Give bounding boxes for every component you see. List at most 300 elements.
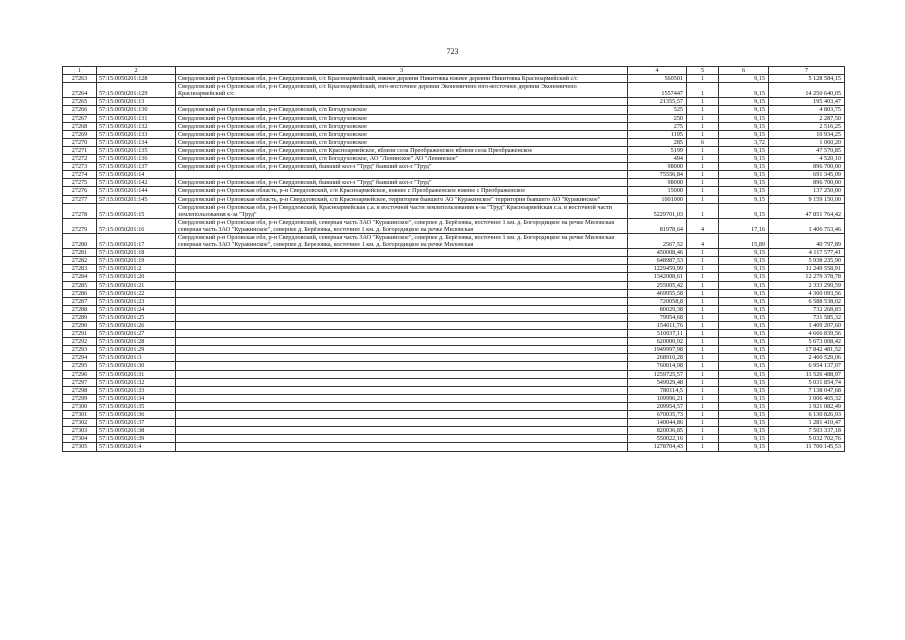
cadastral-value: 4 803,75 (769, 106, 845, 114)
area-value: 1278704,43 (628, 443, 687, 451)
rate-value: 9,15 (719, 171, 769, 179)
location-description: Свердловский р-н Орловская обл, р-н Свердловский, северная часть ЗАО "Куракинское", северпее д. Берёзовка, восточнее 1 км. д. Богородицкое на речке Миловская северная часть ЗАО "Куракинское", северпее д. Березовка, восточнее 1 км. д. Богородицкое на речке Миловская (176, 233, 628, 248)
row-number: 27297 (63, 378, 97, 386)
row-number: 27294 (63, 354, 97, 362)
cadastral-value: 6 954 137,07 (769, 362, 845, 370)
location-description (176, 378, 628, 386)
area-value: 820036,85 (628, 427, 687, 435)
rate-value: 9,15 (719, 362, 769, 370)
area-value: 81978,64 (628, 218, 687, 233)
location-description: Свердловский р-н Орловская обл, р-н Свердловский, с/с Красноармейский, юго-восточнее деревни Экономичено юго-восточнее деревни Экономичено Красноармейский с/с (176, 83, 628, 98)
table-row (63, 179, 845, 187)
location-description: Свердловский р-н Орловская обл, р-н Свердловский, Красноармейская с.а. в восточной части землепользования к-за "Труд" Красноармейская с.а. в восточной части землепользования к-за "Труд" (176, 203, 628, 218)
area-value: 98000 (628, 179, 687, 187)
cadastral-value: 5 032 702,76 (769, 435, 845, 443)
cadastral-number: 57:15:0050201:20 (97, 273, 176, 281)
table-row (63, 155, 845, 163)
cadastral-number: 57:15:0050201:29 (97, 346, 176, 354)
row-number: 27296 (63, 370, 97, 378)
rate-value: 17,16 (719, 218, 769, 233)
area-value: 275 (628, 122, 687, 130)
cadastral-number: 57:15:0050201:128 (97, 75, 176, 83)
table-row (63, 419, 845, 427)
location-description (176, 289, 628, 297)
table-row (63, 378, 845, 386)
rate-value: 9,15 (719, 163, 769, 171)
rate-value: 9,15 (719, 443, 769, 451)
cadastral-number: 57:15:0050201:39 (97, 435, 176, 443)
table-row (63, 146, 845, 154)
count-value: 1 (687, 297, 719, 305)
table-row (63, 427, 845, 435)
count-value: 1 (687, 330, 719, 338)
table-row (63, 233, 845, 248)
table-row (63, 435, 845, 443)
cadastral-number: 57:15:0050201:4 (97, 443, 176, 451)
row-number: 27292 (63, 338, 97, 346)
cadastral-number: 57:15:0050201:23 (97, 297, 176, 305)
table-row (63, 187, 845, 195)
row-number: 27303 (63, 427, 97, 435)
table-row (63, 362, 845, 370)
row-number: 27295 (63, 362, 97, 370)
column-header: 5 (687, 67, 719, 75)
area-value: 525 (628, 106, 687, 114)
location-description: Свердловский р-н Орловская обл, р-н Свердловский, бывший кол-з "Труд" бывший кол-з "Труд" (176, 163, 628, 171)
count-value: 4 (687, 233, 719, 248)
rate-value: 3,72 (719, 138, 769, 146)
rate-value: 9,15 (719, 427, 769, 435)
cadastral-value: 4 300 093,56 (769, 289, 845, 297)
count-value: 1 (687, 443, 719, 451)
table-row (63, 122, 845, 130)
cadastral-number: 57:15:0050201:16 (97, 218, 176, 233)
count-value: 1 (687, 265, 719, 273)
cadastral-value: 11 249 558,91 (769, 265, 845, 273)
rate-value: 9,15 (719, 257, 769, 265)
table-row (63, 98, 845, 106)
table-row (63, 203, 845, 218)
cadastral-number: 57:15:0050201:134 (97, 138, 176, 146)
row-number: 27285 (63, 281, 97, 289)
row-number: 27304 (63, 435, 97, 443)
area-value: 79954,68 (628, 313, 687, 321)
area-value: 1001000 (628, 195, 687, 203)
cadastral-value: 47 570,85 (769, 146, 845, 154)
cadastral-number: 57:15:0050201:25 (97, 313, 176, 321)
cadastral-value: 1 006 465,32 (769, 394, 845, 402)
area-value: 80029,38 (628, 305, 687, 313)
cadastral-value: 11 700 145,53 (769, 443, 845, 451)
count-value: 1 (687, 386, 719, 394)
rate-value: 9,15 (719, 330, 769, 338)
table-row (63, 106, 845, 114)
rate-value: 9,15 (719, 75, 769, 83)
rate-value: 9,15 (719, 249, 769, 257)
location-description (176, 98, 628, 106)
count-value: 1 (687, 402, 719, 410)
count-value: 1 (687, 411, 719, 419)
location-description: Свердловский р-н Орловская обл, р-н Свердловский, северная часть ЗАО "Куракинское", северпее д. Берёзовка, восточнее 1 км. д. Богородицкое на речке Миловская северная часть ЗАО "Куракинское", северпее д. Берёзовка, восточнее 1 км. д. Богородицкое на речке Миловская (176, 218, 628, 233)
location-description: Свердловский р-н Орловская область, р-н Свердловский, с/п Красноармейское, южнее с Преображенское южнее с Преображенское (176, 187, 628, 195)
cadastral-value: 4 520,10 (769, 155, 845, 163)
cadastral-number: 57:15:0050201:21 (97, 281, 176, 289)
cadastral-value: 2 516,25 (769, 122, 845, 130)
column-header: 1 (63, 67, 97, 75)
area-value: 1259725,57 (628, 370, 687, 378)
land-parcel-table (62, 66, 845, 452)
location-description (176, 346, 628, 354)
count-value: 1 (687, 354, 719, 362)
location-description: Свердловский р-н Орловская обл, р-н Свердловский, с/п Богодуховское (176, 114, 628, 122)
location-description (176, 386, 628, 394)
cadastral-number: 57:15:0050201:2 (97, 265, 176, 273)
cadastral-number: 57:15:0050201:26 (97, 322, 176, 330)
area-value: 1229459,99 (628, 265, 687, 273)
cadastral-number: 57:15:0050201:31 (97, 370, 176, 378)
count-value: 1 (687, 98, 719, 106)
cadastral-value: 6 588 538,02 (769, 297, 845, 305)
row-number: 27280 (63, 233, 97, 248)
cadastral-number: 57:15:0050201:24 (97, 305, 176, 313)
area-value: 21355,57 (628, 98, 687, 106)
cadastral-value: 6 130 826,93 (769, 411, 845, 419)
row-number: 27301 (63, 411, 97, 419)
table-row (63, 195, 845, 203)
count-value: 1 (687, 338, 719, 346)
rate-value: 9,15 (719, 346, 769, 354)
table-row (63, 257, 845, 265)
location-description: Свердловский р-н Орловская обл, р-н Свердловский, с/п Богодуховское (176, 138, 628, 146)
cadastral-value: 896 700,00 (769, 163, 845, 171)
count-value: 6 (687, 138, 719, 146)
cadastral-value: 1 406 753,46 (769, 218, 845, 233)
table-row (63, 265, 845, 273)
location-description (176, 273, 628, 281)
cadastral-value: 2 287,50 (769, 114, 845, 122)
location-description (176, 338, 628, 346)
row-number: 27298 (63, 386, 97, 394)
row-number: 27275 (63, 179, 97, 187)
cadastral-value: 5 031 854,74 (769, 378, 845, 386)
row-number: 27293 (63, 346, 97, 354)
table-row (63, 273, 845, 281)
count-value: 1 (687, 370, 719, 378)
area-value: 285 (628, 138, 687, 146)
location-description (176, 443, 628, 451)
cadastral-number: 57:15:0050201:145 (97, 195, 176, 203)
column-header: 7 (769, 67, 845, 75)
count-value: 1 (687, 346, 719, 354)
count-value: 1 (687, 427, 719, 435)
row-number: 27272 (63, 155, 97, 163)
table-row (63, 171, 845, 179)
row-number: 27302 (63, 419, 97, 427)
count-value: 1 (687, 378, 719, 386)
area-value: 1557447 (628, 83, 687, 98)
row-number: 27291 (63, 330, 97, 338)
count-value: 1 (687, 203, 719, 218)
count-value: 1 (687, 257, 719, 265)
area-value: 5199 (628, 146, 687, 154)
row-number: 27279 (63, 218, 97, 233)
rate-value: 9,15 (719, 289, 769, 297)
table-row (63, 163, 845, 171)
cadastral-value: 47 851 764,42 (769, 203, 845, 218)
cadastral-number: 57:15:0050201:136 (97, 155, 176, 163)
cadastral-number: 57:15:0050201:27 (97, 330, 176, 338)
cadastral-value: 40 797,89 (769, 233, 845, 248)
cadastral-number: 57:15:0050201:37 (97, 419, 176, 427)
row-number: 27300 (63, 402, 97, 410)
table-row (63, 330, 845, 338)
area-value: 2567,52 (628, 233, 687, 248)
table-row (63, 313, 845, 321)
cadastral-value: 9 159 150,00 (769, 195, 845, 203)
cadastral-value: 1 281 410,47 (769, 419, 845, 427)
location-description (176, 411, 628, 419)
cadastral-number: 57:15:0050201:38 (97, 427, 176, 435)
location-description (176, 313, 628, 321)
location-description: Свердловский р-н Орловская область, р-н Свердловский, с/п Красноармейское, территория бывшего АО "Куракинское" территория бывшего АО "Куракинское" (176, 195, 628, 203)
row-number: 27277 (63, 195, 97, 203)
page-number: 723 (446, 47, 459, 56)
location-description (176, 427, 628, 435)
cadastral-number: 57:15:0050201:130 (97, 106, 176, 114)
cadastral-value: 2 460 529,06 (769, 354, 845, 362)
table-row (63, 305, 845, 313)
count-value: 1 (687, 114, 719, 122)
row-number: 27268 (63, 122, 97, 130)
area-value: 98000 (628, 163, 687, 171)
row-number: 27278 (63, 203, 97, 218)
rate-value: 9,15 (719, 203, 769, 218)
rate-value: 9,15 (719, 114, 769, 122)
row-number: 27273 (63, 163, 97, 171)
cadastral-value: 5 938 235,90 (769, 257, 845, 265)
cadastral-number: 57:15:0050201:3 (97, 354, 176, 362)
table-row (63, 114, 845, 122)
cadastral-number: 57:15:0050201:33 (97, 386, 176, 394)
area-value: 469955,58 (628, 289, 687, 297)
location-description (176, 249, 628, 257)
location-description (176, 281, 628, 289)
count-value: 1 (687, 249, 719, 257)
rate-value: 9,15 (719, 98, 769, 106)
cadastral-value: 896 700,00 (769, 179, 845, 187)
rate-value: 9,15 (719, 179, 769, 187)
rate-value: 9,15 (719, 402, 769, 410)
table-row (63, 289, 845, 297)
rate-value: 9,15 (719, 419, 769, 427)
location-description: Свердловский р-н Орловская обл, р-н Свердловский, с/п Богодуховское, АО "Ленинское" АО "Ленинское" (176, 155, 628, 163)
cadastral-value: 1 921 082,49 (769, 402, 845, 410)
cadastral-number: 57:15:0050201:36 (97, 411, 176, 419)
count-value: 1 (687, 106, 719, 114)
area-value: 140044,86 (628, 419, 687, 427)
cadastral-value: 7 138 047,68 (769, 386, 845, 394)
table-row (63, 338, 845, 346)
cadastral-value: 732 268,83 (769, 305, 845, 313)
table-row (63, 346, 845, 354)
cadastral-number: 57:15:0050201:22 (97, 289, 176, 297)
area-value: 250 (628, 114, 687, 122)
table-row (63, 402, 845, 410)
rate-value: 9,15 (719, 338, 769, 346)
area-value: 780114,5 (628, 386, 687, 394)
count-value: 1 (687, 163, 719, 171)
cadastral-value: 1 060,20 (769, 138, 845, 146)
location-description: Свердловский р-н Орловская обл, р-н Свердловский, с/п Красноармейское, вблизи села Преображенское вблизи села Преображенское (176, 146, 628, 154)
cadastral-value: 7 503 337,18 (769, 427, 845, 435)
cadastral-number: 57:15:0050201:18 (97, 249, 176, 257)
area-value: 450008,46 (628, 249, 687, 257)
row-number: 27283 (63, 265, 97, 273)
count-value: 1 (687, 313, 719, 321)
rate-value: 9,15 (719, 394, 769, 402)
cadastral-value: 731 585,32 (769, 313, 845, 321)
cadastral-value: 5 128 584,15 (769, 75, 845, 83)
cadastral-number: 57:15:0050201:17 (97, 233, 176, 248)
area-value: 648987,53 (628, 257, 687, 265)
location-description (176, 330, 628, 338)
rate-value: 9,15 (719, 155, 769, 163)
rate-value: 9,15 (719, 106, 769, 114)
area-value: 109996,21 (628, 394, 687, 402)
area-value: 720058,8 (628, 297, 687, 305)
rate-value: 9,15 (719, 313, 769, 321)
location-description: Свердловский р-н Орловская обл, р-н Свердловский, с/п Богодуховское (176, 106, 628, 114)
area-value: 670035,73 (628, 411, 687, 419)
rate-value: 9,15 (719, 378, 769, 386)
row-number: 27269 (63, 130, 97, 138)
location-description (176, 297, 628, 305)
area-value: 1949997,98 (628, 346, 687, 354)
row-number: 27264 (63, 83, 97, 98)
cadastral-number: 57:15:0050201:135 (97, 146, 176, 154)
row-number: 27290 (63, 322, 97, 330)
area-value: 1195 (628, 130, 687, 138)
row-number: 27289 (63, 313, 97, 321)
cadastral-value: 11 526 488,97 (769, 370, 845, 378)
table-row (63, 130, 845, 138)
count-value: 1 (687, 281, 719, 289)
table-row (63, 394, 845, 402)
table-row (63, 218, 845, 233)
table-row (63, 322, 845, 330)
count-value: 1 (687, 289, 719, 297)
area-value: 268910,28 (628, 354, 687, 362)
row-number: 27299 (63, 394, 97, 402)
row-number: 27281 (63, 249, 97, 257)
table-header-row (63, 67, 845, 75)
area-value: 549929,48 (628, 378, 687, 386)
location-description: Свердловский р-н Орловская обл, р-н Свердловский, с/п Богодуховское (176, 130, 628, 138)
area-value: 550022,16 (628, 435, 687, 443)
location-description (176, 322, 628, 330)
cadastral-value: 1 409 207,60 (769, 322, 845, 330)
table-row (63, 297, 845, 305)
count-value: 1 (687, 122, 719, 130)
rate-value: 9,15 (719, 281, 769, 289)
rate-value: 9,15 (719, 305, 769, 313)
table-row (63, 281, 845, 289)
cadastral-number: 57:15:0050201:28 (97, 338, 176, 346)
cadastral-value: 5 673 008,42 (769, 338, 845, 346)
row-number: 27266 (63, 106, 97, 114)
location-description (176, 354, 628, 362)
rate-value: 9,15 (719, 297, 769, 305)
area-value: 494 (628, 155, 687, 163)
cadastral-value: 14 250 640,05 (769, 83, 845, 98)
count-value: 1 (687, 155, 719, 163)
count-value: 1 (687, 75, 719, 83)
table-row (63, 249, 845, 257)
area-value: 560501 (628, 75, 687, 83)
area-value: 75556,84 (628, 171, 687, 179)
rate-value: 9,15 (719, 411, 769, 419)
cadastral-number: 57:15:0050201:30 (97, 362, 176, 370)
cadastral-number: 57:15:0050201:144 (97, 187, 176, 195)
row-number: 27282 (63, 257, 97, 265)
location-description (176, 362, 628, 370)
count-value: 1 (687, 146, 719, 154)
column-header: 6 (719, 67, 769, 75)
rate-value: 9,15 (719, 146, 769, 154)
area-value: 15000 (628, 187, 687, 195)
table-row (63, 138, 845, 146)
count-value: 1 (687, 322, 719, 330)
area-value: 5229701,03 (628, 203, 687, 218)
location-description: Свердловский р-н Орловская обл, р-н Свердловский, с/с Красноармейский, южнее деревни Никитовка южнее деревни Никитовка Красноармейский с/с (176, 75, 628, 83)
cadastral-number: 57:15:0050201:137 (97, 163, 176, 171)
cadastral-number: 57:15:0050201:34 (97, 394, 176, 402)
table-row (63, 386, 845, 394)
table-body (63, 75, 845, 451)
count-value: 1 (687, 187, 719, 195)
cadastral-number: 57:15:0050201:35 (97, 402, 176, 410)
row-number: 27270 (63, 138, 97, 146)
rate-value: 9,15 (719, 370, 769, 378)
area-value: 510037,11 (628, 330, 687, 338)
cadastral-number: 57:15:0050201:15 (97, 203, 176, 218)
area-value: 760014,98 (628, 362, 687, 370)
row-number: 27305 (63, 443, 97, 451)
location-description: Свердловский р-н Орловская обл, р-н Свердловский, бывший кол-з "Труд" бывший кол-з "Труд" (176, 179, 628, 187)
rate-value: 9,15 (719, 354, 769, 362)
row-number: 27284 (63, 273, 97, 281)
count-value: 1 (687, 171, 719, 179)
location-description (176, 257, 628, 265)
table-row (63, 370, 845, 378)
count-value: 1 (687, 419, 719, 427)
cadastral-number: 57:15:0050201:19 (97, 257, 176, 265)
row-number: 27288 (63, 305, 97, 313)
location-description (176, 419, 628, 427)
area-value: 209954,57 (628, 402, 687, 410)
count-value: 1 (687, 130, 719, 138)
row-number: 27271 (63, 146, 97, 154)
location-description (176, 171, 628, 179)
cadastral-number: 57:15:0050201:14 (97, 171, 176, 179)
count-value: 4 (687, 218, 719, 233)
cadastral-number: 57:15:0050201:131 (97, 114, 176, 122)
count-value: 1 (687, 394, 719, 402)
cadastral-value: 4 666 839,56 (769, 330, 845, 338)
rate-value: 9,15 (719, 265, 769, 273)
table-row (63, 443, 845, 451)
rate-value: 15,89 (719, 233, 769, 248)
